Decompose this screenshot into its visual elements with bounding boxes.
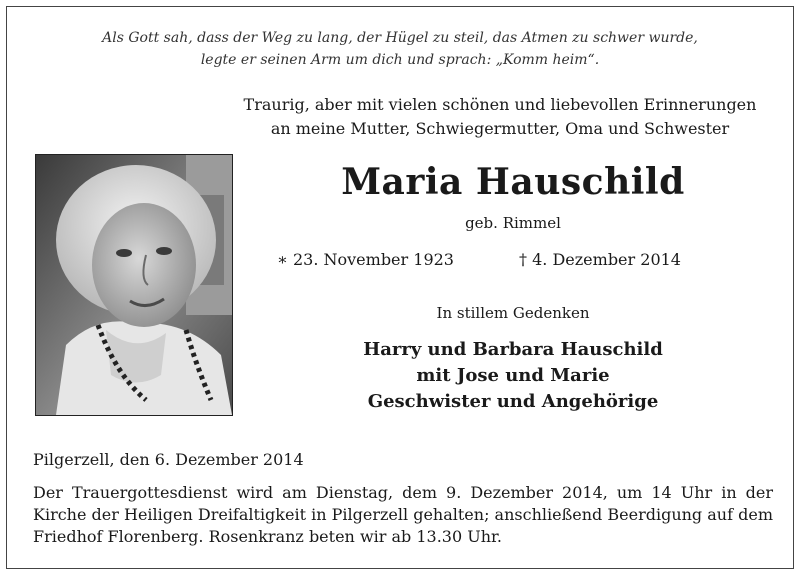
place-and-date: Pilgerzell, den 6. Dezember 2014 [33, 450, 304, 469]
death-date: 4. Dezember 2014 [532, 250, 681, 269]
birth-name: geb. Rimmel [465, 214, 561, 232]
deceased-name: Maria Hauschild [341, 161, 685, 203]
mourners-list [233, 337, 793, 415]
memorial-heading: In stillem Gedenken [436, 304, 590, 322]
mourners-line-1: Harry und Barbara Hauschild [363, 339, 663, 360]
death-line [519, 249, 681, 271]
portrait-photo [35, 154, 233, 416]
mourners-line-2: mit Jose und Marie [416, 365, 610, 386]
birth-line [277, 249, 454, 271]
asterisk-icon: ∗ [277, 250, 288, 269]
intro-line-1: Traurig, aber mit vielen schönen und liebevollen Erinnerungen [243, 95, 757, 114]
intro-text [207, 93, 793, 141]
portrait-illustration [36, 155, 232, 415]
birth-date: 23. November 1923 [292, 250, 454, 269]
mourners-line-3: Geschwister und Angehörige [367, 391, 659, 412]
quote-line-2: legte er seinen Arm um dich und sprach: „Komm heim“. [200, 52, 600, 68]
cross-icon: † [519, 250, 527, 269]
intro-line-2: an meine Mutter, Schwiegermutter, Oma und Schwester [270, 119, 730, 138]
obituary-card [6, 6, 794, 569]
quote-line-1: Als Gott sah, dass der Weg zu lang, der Hügel zu steil, das Atmen zu schwer wurde, [102, 30, 698, 46]
service-details: Der Trauergottesdienst wird am Dienstag, dem 9. Dezember 2014, um 14 Uhr in der Kirche der Heiligen Dreifaltigkeit in Pilgerzell gehalten; anschließend Beerdigung auf dem Friedhof Florenberg. Rosenkranz beten wir ab 13.30 Uhr. [33, 483, 773, 546]
opening-quote [7, 27, 793, 71]
